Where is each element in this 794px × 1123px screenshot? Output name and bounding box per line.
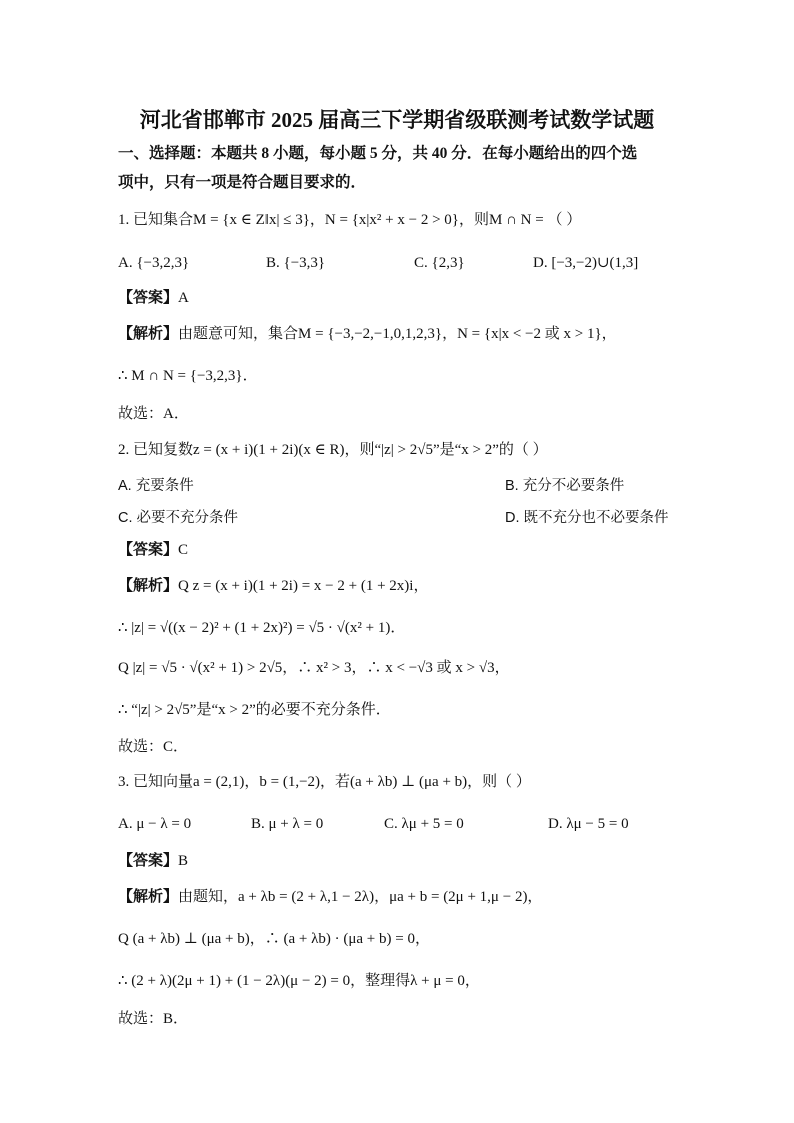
analysis-tag: 【解析】 [118,889,179,905]
answer-value: C [178,542,189,558]
question-2-analysis-line-1 [118,576,428,596]
question-3-stem: 3. 已知向量a = (2,1)，b = (1,−2)，若(a + λb) ⊥ (μa + b)，则（ ） [118,774,531,790]
question-1-answer-line [118,288,189,308]
question-2-option-a: A. 充要条件 [118,478,194,494]
question-1-option-d: D. [−3,−2)∪(1,3] [533,255,639,271]
question-1-option-b: B. {−3,3} [266,255,326,271]
question-3-option-d: D. λμ − 5 = 0 [548,816,629,832]
question-1-stem: 1. 已知集合M = {x ∈ Z‖x| ≤ 3}，N = {x|x² + x − 2 > 0}，则M ∩ N = （ ） [118,212,582,228]
analysis-text: Q z = (x + i)(1 + 2i) = x − 2 + (1 + 2x)i， [178,578,429,594]
question-2-analysis-line-2: ∴ |z| = √((x − 2)² + (1 + 2x)²) = √5 · √(x² + 1)． [118,620,406,636]
question-2-option-b: B. 充分不必要条件 [505,478,625,494]
question-3-option-a: A. μ − λ = 0 [118,816,192,832]
question-2-option-c: C. 必要不充分条件 [118,510,239,526]
question-3-analysis-line-2: Q (a + λb) ⊥ (μa + b)，∴ (a + λb) · (μa + b) = 0， [118,931,430,947]
question-2-option-d: D. 既不充分也不必要条件 [505,510,669,526]
question-3-option-c: C. λμ + 5 = 0 [384,816,464,832]
question-2-analysis-line-3: Q |z| = √5 · √(x² + 1) > 2√5，∴ x² > 3，∴ x < −√3 或 x > √3， [118,660,510,676]
question-2-analysis-line-4: ∴ “|z| > 2√5”是“x > 2”的必要不充分条件． [118,702,391,718]
section-heading-line-2: 项中，只有一项是符合题目要求的． [118,174,367,191]
analysis-text: 由题意可知，集合M = {−3,−2,−1,0,1,2,3}，N = {x|x < −2 或 x > 1}， [178,326,617,342]
question-2-analysis-line-5: 故选：C． [118,739,189,755]
question-1-option-c: C. {2,3} [414,255,465,271]
analysis-tag: 【解析】 [118,578,179,594]
question-3-answer-line [118,851,188,871]
question-2-answer-line [118,540,188,560]
document-title: 河北省邯郸市 2025 届高三下学期省级联测考试数学试题 [139,108,655,132]
question-2-stem: 2. 已知复数z = (x + i)(1 + 2i)(x ∈ R)，则“|z| > 2√5”是“x > 2”的（ ） [118,442,548,458]
section-heading-line-1: 一、选择题：本题共 8 小题，每小题 5 分，共 40 分．在每小题给出的四个选 [118,145,638,162]
question-1-analysis-line-3: 故选：A． [118,406,189,422]
question-1-analysis-line-1 [118,324,617,344]
answer-value: A [178,290,189,306]
question-3-analysis-line-1 [118,887,542,907]
answer-tag: 【答案】 [118,290,179,306]
question-1-option-a: A. {−3,2,3} [118,255,190,271]
question-3-option-b: B. μ + λ = 0 [251,816,324,832]
analysis-text: 由题知，a + λb = (2 + λ,1 − 2λ)，μa + b = (2μ + 1,μ − 2)， [178,889,543,905]
answer-tag: 【答案】 [118,542,179,558]
question-3-analysis-line-3: ∴ (2 + λ)(2μ + 1) + (1 − 2λ)(μ − 2) = 0，整理得λ + μ = 0， [118,973,480,989]
question-3-analysis-line-4: 故选：B． [118,1011,189,1027]
analysis-tag: 【解析】 [118,326,179,342]
answer-value: B [178,853,189,869]
question-1-analysis-line-2: ∴ M ∩ N = {−3,2,3}． [118,368,258,384]
answer-tag: 【答案】 [118,853,179,869]
